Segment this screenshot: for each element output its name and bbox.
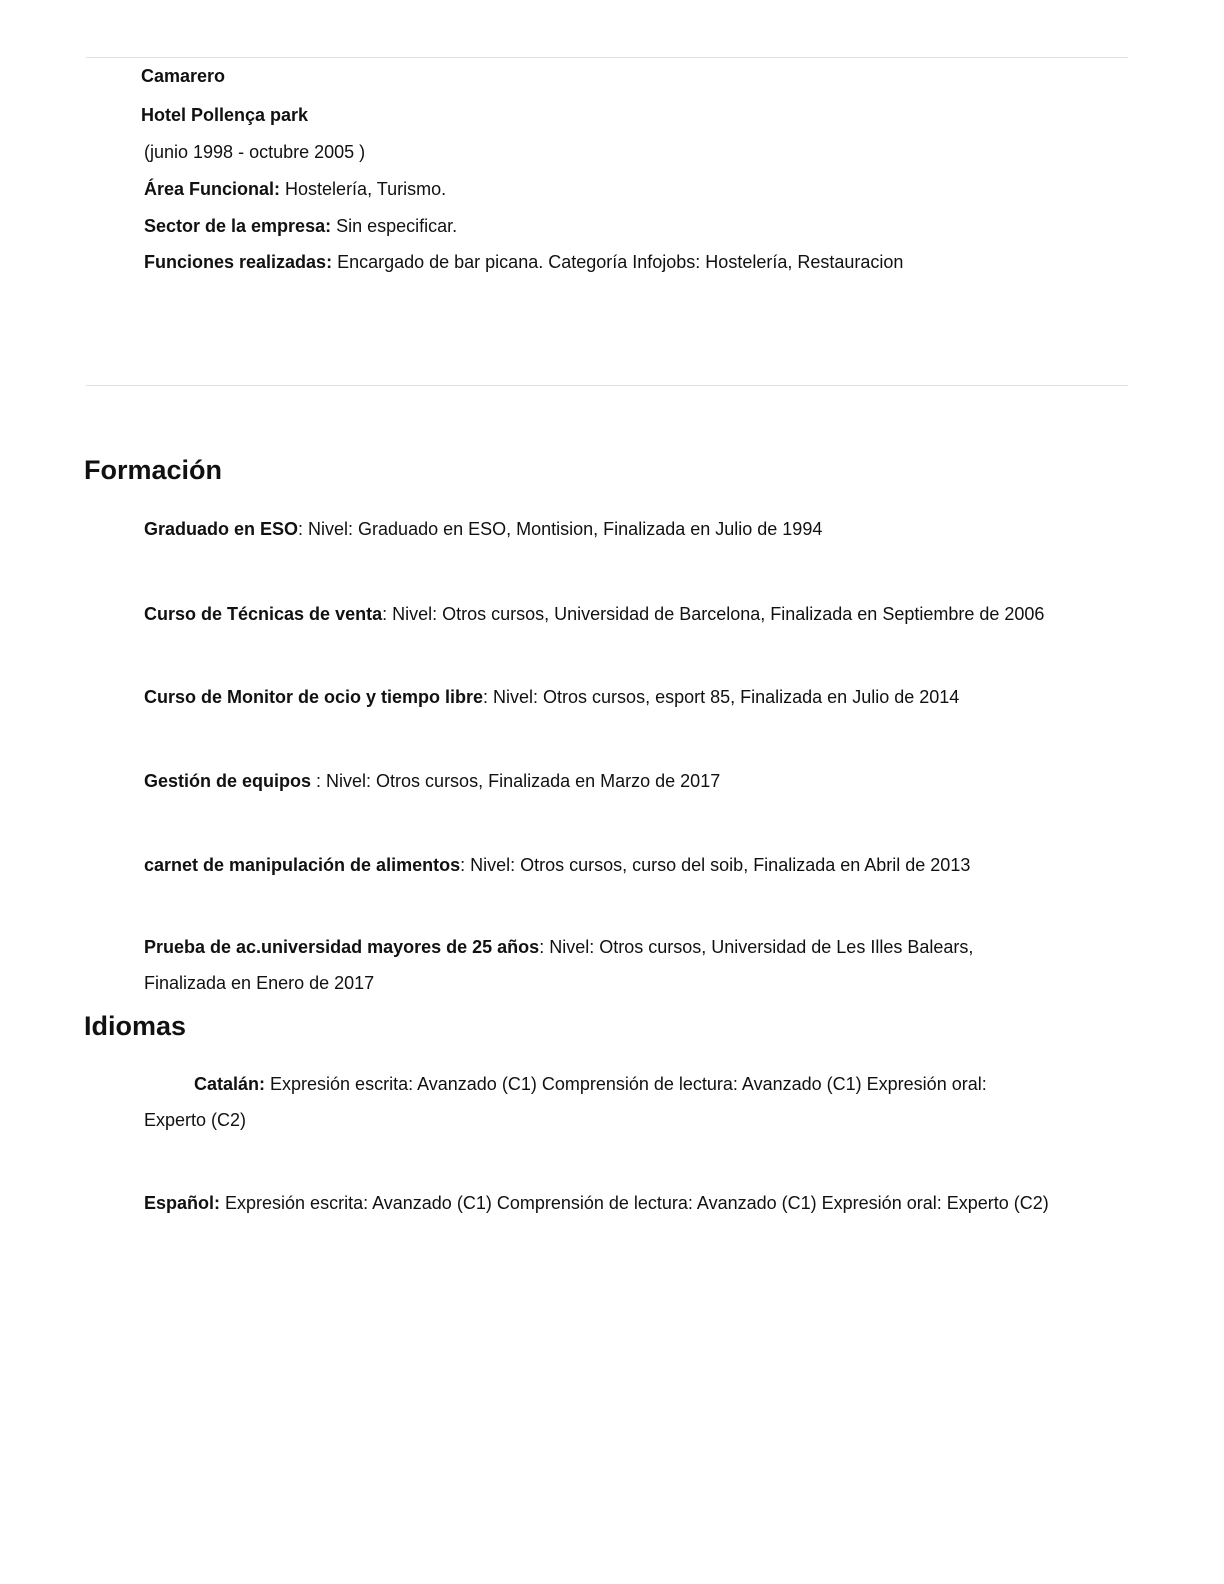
education-item: Prueba de ac.universidad mayores de 25 años: Nivel: Otros cursos, Universidad de Les Illes Balears,	[144, 937, 974, 957]
education-item: Curso de Técnicas de venta: Nivel: Otros cursos, Universidad de Barcelona, Finalizada en Septiembre de 2006	[144, 604, 1045, 624]
education-item-continuation: Finalizada en Enero de 2017	[144, 973, 375, 993]
education-heading: Formación	[84, 455, 223, 485]
language-item-continuation: Experto (C2)	[144, 1110, 247, 1130]
job-title: Camarero	[141, 66, 226, 86]
section-divider	[86, 385, 1128, 386]
education-item: Gestión de equipos : Nivel: Otros cursos, Finalizada en Marzo de 2017	[144, 771, 721, 791]
education-item: Graduado en ESO: Nivel: Graduado en ESO, Montision, Finalizada en Julio de 1994	[144, 519, 823, 539]
job-company: Hotel Pollença park	[141, 105, 309, 125]
education-item: carnet de manipulación de alimentos: Nivel: Otros cursos, curso del soib, Finalizada en Abril de 2013	[144, 855, 971, 875]
job-area: Área Funcional: Hostelería, Turismo.	[144, 179, 447, 199]
job-functions: Funciones realizadas: Encargado de bar picana. Categoría Infojobs: Hostelería, Restauracion	[144, 252, 904, 272]
languages-heading: Idiomas	[84, 1011, 187, 1041]
language-item: Español: Expresión escrita: Avanzado (C1) Comprensión de lectura: Avanzado (C1) Expresión oral: Experto (C2)	[144, 1193, 1049, 1213]
education-item: Curso de Monitor de ocio y tiempo libre: Nivel: Otros cursos, esport 85, Finalizada en Julio de 2014	[144, 687, 960, 707]
job-sector: Sector de la empresa: Sin especificar.	[144, 216, 458, 236]
language-item: Catalán: Expresión escrita: Avanzado (C1) Comprensión de lectura: Avanzado (C1) Expresión oral:	[194, 1074, 987, 1094]
top-divider	[86, 57, 1128, 58]
job-dates: (junio 1998 - octubre 2005 )	[144, 142, 366, 162]
